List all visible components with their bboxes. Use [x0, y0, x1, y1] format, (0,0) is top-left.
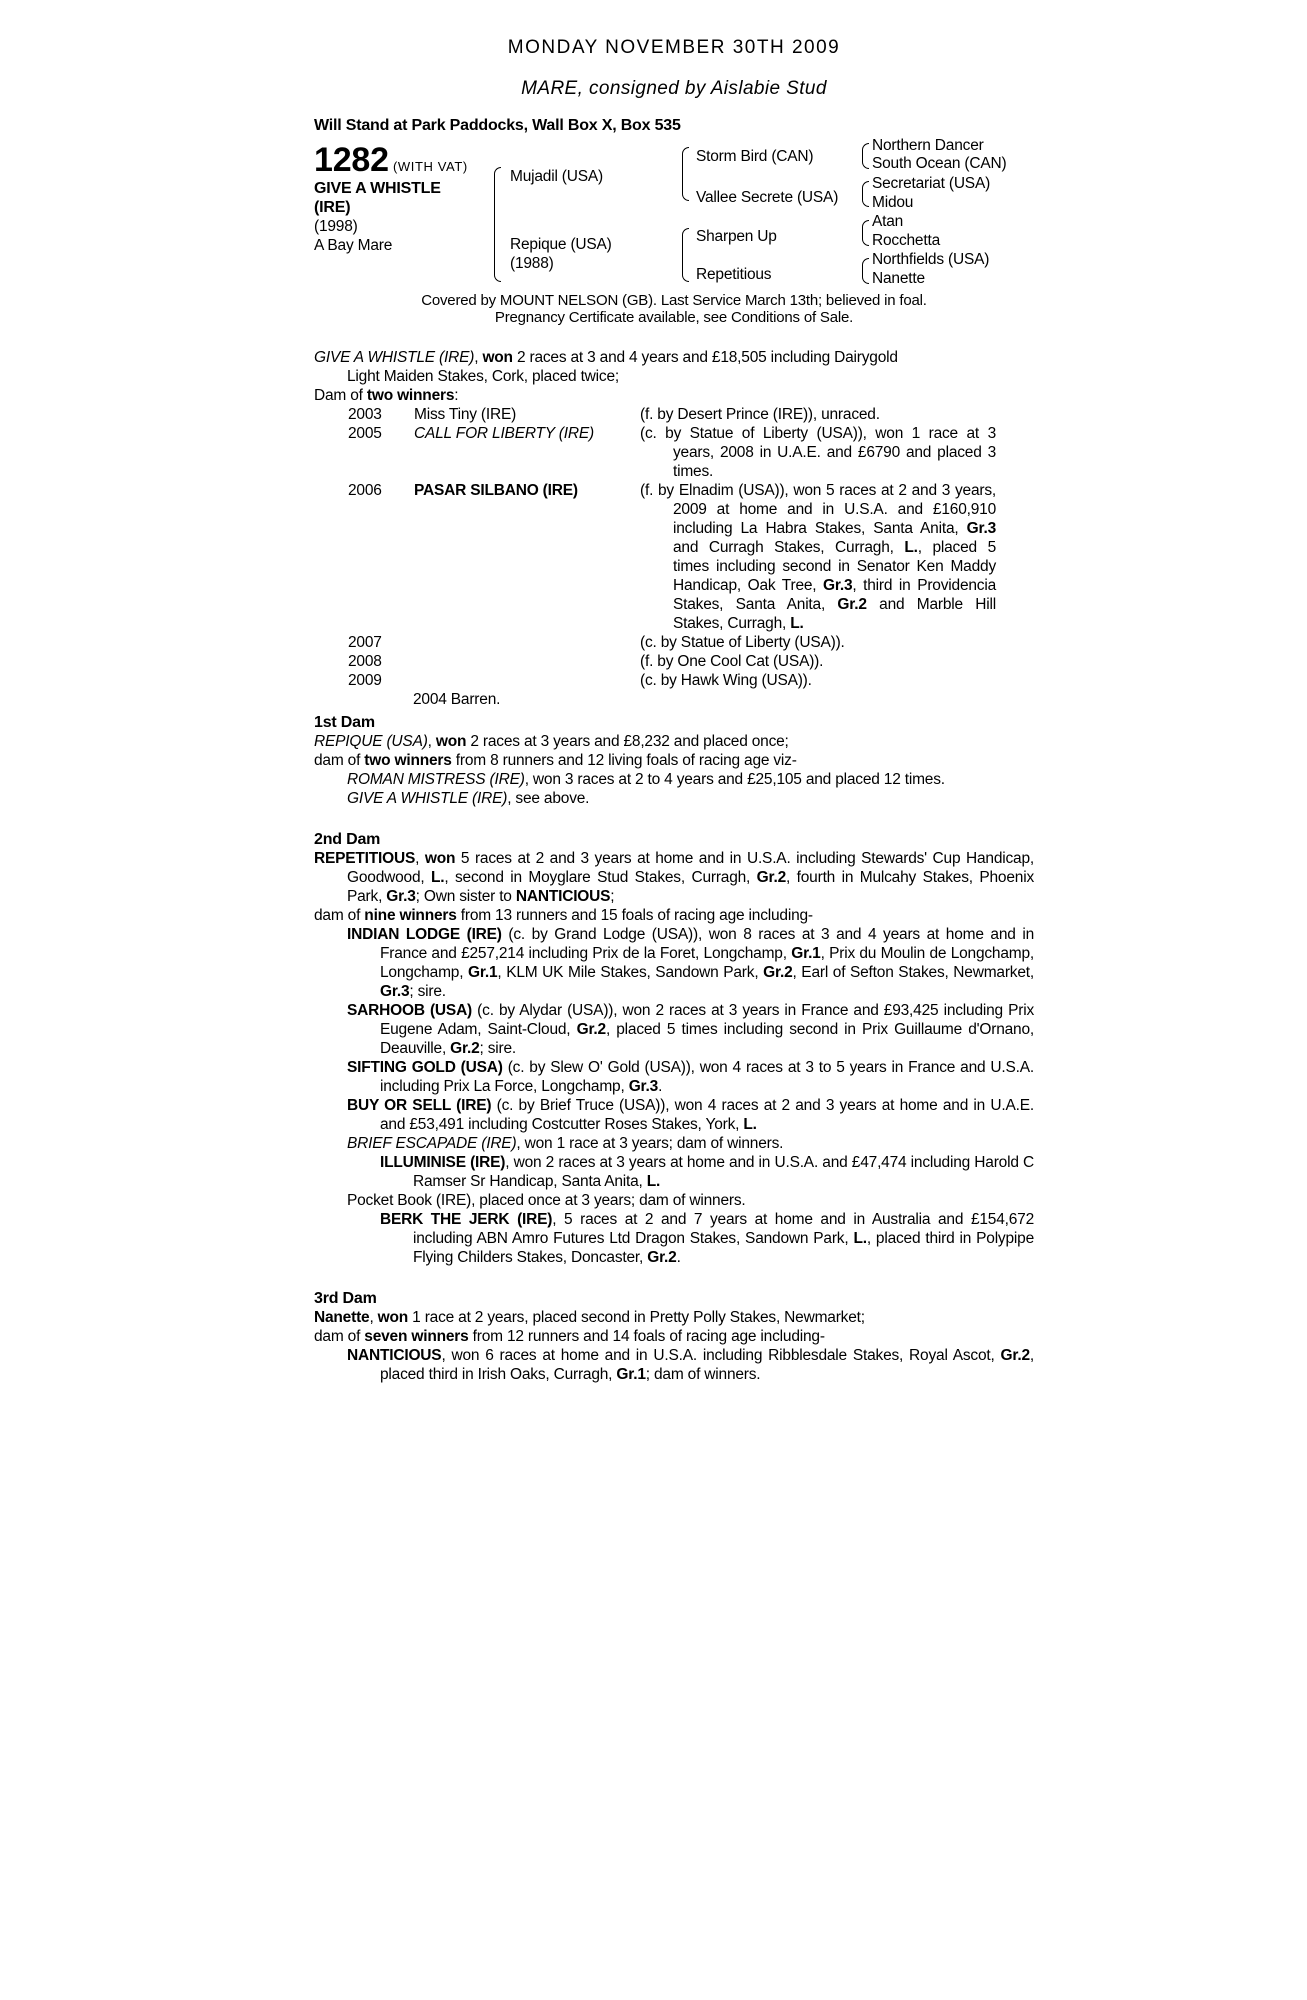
group-label: Gr.2 — [647, 1249, 677, 1266]
ggp-5: Atan — [872, 213, 904, 230]
group-label: Gr.1 — [791, 945, 821, 962]
berk-the-jerk-entry — [314, 1210, 1034, 1267]
horse-name: BUY OR SELL (IRE) — [347, 1097, 492, 1114]
mare-summary-line2: Light Maiden Stakes, Cork, placed twice; — [347, 368, 619, 385]
group-label: Gr.3 — [380, 983, 410, 1000]
produce-year: 2003 — [348, 406, 382, 423]
produce-year: 2006 — [348, 482, 382, 499]
nanticious-entry — [314, 1346, 1034, 1384]
barren-line: 2004 Barren. — [413, 691, 501, 708]
produce-name: PASAR SILBANO (IRE) — [414, 482, 578, 499]
horse-name: SARHOOB (USA) — [347, 1002, 473, 1019]
horse-name: ILLUMINISE (IRE) — [380, 1154, 506, 1171]
produce-name: Miss Tiny (IRE) — [414, 406, 517, 423]
sarhoob-entry — [314, 1001, 1034, 1058]
ggp-3: Secretariat (USA) — [872, 175, 991, 192]
winners-count: seven winners — [364, 1328, 469, 1345]
horse-name-line1: GIVE A WHISTLE — [314, 180, 441, 197]
horse-name: BRIEF ESCAPADE (IRE) — [347, 1135, 517, 1152]
second-dam-record: REPETITIOUS, won 5 races at 2 and 3 years at home and in U.S.A. including Stewards' Cup Handicap, Goodwood, L., second in Moyglare Stud Stakes, Curragh, Gr.2, fourth in Mulcahy Stakes, Phoenix Park, Gr.3; Own sister to NANTICIOUS; — [314, 850, 1034, 905]
dam-of-prefix: dam of — [314, 907, 365, 924]
produce-year: 2005 — [348, 425, 382, 442]
first-dam-line2 — [314, 751, 1034, 770]
produce-intro — [314, 348, 1034, 405]
produce-row — [348, 424, 996, 481]
listed-label: L. — [743, 1116, 757, 1133]
indian-lodge-entry — [314, 925, 1034, 1001]
text: , Prix du Moulin de Longchamp, Longchamp, — [380, 945, 1035, 981]
pedigree-block — [314, 137, 1034, 292]
ggp-4: Midou — [872, 194, 914, 211]
text: (c. by Alydar (USA)), won 2 races at 3 years in France and £93,425 including Prix Eugene Adam, Saint-Cloud, — [380, 1002, 1035, 1038]
produce-year: 2007 — [348, 634, 382, 651]
won-label: won — [435, 733, 467, 750]
second-dam-name: REPETITIOUS — [314, 850, 416, 867]
catalogue-page — [314, 38, 1034, 1384]
text: 1 race at 2 years, placed second in Pretty Polly Stakes, Newmarket; — [408, 1309, 865, 1326]
produce-row — [348, 481, 996, 633]
text: , won 2 races at 3 years at home and in U.S.A. and £47,474 including Harold C Ramser Sr Handicap, Santa Anita, — [413, 1154, 1034, 1190]
runners-summary: from 13 runners and 15 foals of racing age including- — [456, 907, 813, 924]
ggp-7: Northfields (USA) — [872, 251, 990, 268]
text: . — [658, 1078, 663, 1095]
group-label: Gr.3 — [386, 888, 416, 905]
horse-name: BERK THE JERK (IRE) — [380, 1211, 553, 1228]
second-dam-heading: 2nd Dam — [314, 831, 381, 848]
dam-parents-brace — [682, 228, 689, 282]
text: . — [676, 1249, 681, 1266]
dam-of-prefix: Dam of — [314, 387, 367, 404]
produce-name: CALL FOR LIBERTY (IRE) — [414, 425, 594, 442]
produce-name — [414, 671, 640, 690]
sire-sire: Storm Bird (CAN) — [696, 148, 814, 165]
dam-of-prefix: dam of — [314, 1328, 365, 1345]
produce-description: (f. by One Cool Cat (USA)). — [640, 653, 824, 670]
group-label: Gr.1 — [468, 964, 498, 981]
winners-count: two winners — [366, 387, 455, 404]
horse-name-line2: (IRE) — [314, 199, 351, 216]
horse-record: , won 3 races at 2 to 4 years and £25,105 and placed 12 times. — [524, 771, 945, 788]
horse-description: A Bay Mare — [314, 237, 393, 254]
listed-label: L. — [853, 1230, 867, 1247]
pregnancy-line: Pregnancy Certificate available, see Conditions of Sale. — [494, 309, 854, 326]
sale-date: MONDAY NOVEMBER 30TH 2009 — [507, 37, 841, 58]
third-dam-produce-summary — [314, 1327, 1034, 1346]
runners-summary: from 12 runners and 14 foals of racing age including- — [468, 1328, 825, 1345]
sire-dam-brace — [494, 167, 501, 282]
ggp-brace-1 — [862, 143, 869, 169]
dam-sire: Sharpen Up — [696, 228, 777, 245]
won-label: won — [377, 1309, 409, 1326]
dam-year: (1988) — [510, 255, 554, 272]
horse-name: GIVE A WHISTLE (IRE) — [347, 790, 508, 807]
produce-name — [414, 652, 640, 671]
produce-description: (f. by Desert Prince (IRE)), unraced. — [640, 406, 880, 423]
third-dam-name: Nanette — [314, 1309, 370, 1326]
first-dam-line1: REPIQUE (USA), won 2 races at 3 years and £8,232 and placed once; — [314, 733, 789, 750]
text: , placed third in Polypipe Flying Childers Stakes, Doncaster, — [413, 1230, 1034, 1266]
text: , placed third in Irish Oaks, Curragh, — [380, 1347, 1034, 1383]
second-dam-produce-summary — [314, 906, 1034, 925]
sire-name: Mujadil (USA) — [510, 168, 604, 185]
produce-row — [348, 405, 996, 424]
dam-dam: Repetitious — [696, 266, 772, 283]
winners-count: two winners — [364, 752, 452, 769]
produce-description: (c. by Statue of Liberty (USA)). — [640, 634, 845, 651]
vat-note: (WITH VAT) — [392, 159, 468, 174]
ggp-1: Northern Dancer — [872, 137, 984, 154]
horse-name: SIFTING GOLD (USA) — [347, 1059, 503, 1076]
produce-row — [348, 652, 996, 671]
ggp-brace-4 — [862, 258, 869, 284]
runners-summary: from 8 runners and 12 living foals of racing age viz- — [451, 752, 797, 769]
horse-name: NANTICIOUS — [347, 1347, 442, 1364]
sire-parents-brace — [682, 147, 689, 201]
mare-summary: GIVE A WHISTLE (IRE), won 2 races at 3 and 4 years and £18,505 including Dairygold — [314, 349, 898, 366]
mare-summary-text1: 2 races at 3 and 4 years and £18,505 including Dairygold — [512, 349, 898, 366]
first-dam-item-2 — [314, 789, 1034, 808]
produce-table — [348, 405, 996, 690]
produce-year: 2009 — [348, 672, 382, 689]
sire-dam: Vallee Secrete (USA) — [696, 189, 839, 206]
text: 5 races at 2 and 3 years at home and in U.S.A. including Stewards' Cup Handicap, Goodwood, — [347, 850, 1034, 886]
ggp-brace-2 — [862, 181, 869, 207]
text: , KLM UK Mile Stakes, Sandown Park, — [497, 964, 764, 981]
brief-escapade-entry — [314, 1134, 1034, 1153]
dam-name: Repique (USA) — [510, 236, 612, 253]
ggp-2: South Ocean (CAN) — [872, 155, 1007, 172]
group-label: Gr.2 — [576, 1021, 606, 1038]
text: ; — [610, 888, 615, 905]
produce-year: 2008 — [348, 653, 382, 670]
ggp-brace-3 — [862, 220, 869, 246]
group-label: Gr.3 — [628, 1078, 659, 1095]
text: ; Own sister to — [415, 888, 516, 905]
sister-name: NANTICIOUS — [515, 888, 611, 905]
listed-label: L. — [430, 869, 445, 886]
winners-count: nine winners — [364, 907, 457, 924]
consignment-line: MARE, consigned by Aislabie Stud — [521, 78, 827, 99]
produce-row — [348, 671, 996, 690]
group-label: Gr.2 — [1000, 1347, 1030, 1364]
text: , second in Moyglare Stud Stakes, Curragh, — [444, 869, 757, 886]
horse-record: , see above. — [507, 790, 590, 807]
group-label: Gr.2 — [763, 964, 793, 981]
sifting-gold-entry — [314, 1058, 1034, 1096]
text: , won 1 race at 3 years; dam of winners. — [516, 1135, 784, 1152]
produce-description: (c. by Statue of Liberty (USA)), won 1 race at 3 years, 2008 in U.A.E. and £6790 and placed 3 times. — [640, 425, 996, 480]
text: ; dam of winners. — [645, 1366, 761, 1383]
first-dam-name: REPIQUE (USA) — [314, 733, 428, 750]
text: , placed 5 times including second in Prix Guillaume d'Ornano, Deauville, — [380, 1021, 1034, 1057]
text: (c. by Brief Truce (USA)), won 4 races at 2 and 3 years at home and in U.A.E. and £53,491 including Costcutter Roses Stakes, York, — [380, 1097, 1034, 1133]
first-dam-heading: 1st Dam — [314, 714, 375, 731]
text: ; sire. — [479, 1040, 517, 1057]
third-dam-record: Nanette, won 1 race at 2 years, placed second in Pretty Polly Stakes, Newmarket; — [314, 1309, 865, 1326]
buy-or-sell-entry — [314, 1096, 1034, 1134]
lot-heading — [314, 143, 468, 177]
group-label: Gr.2 — [450, 1040, 480, 1057]
group-label: Gr.2 — [756, 869, 787, 886]
ggp-6: Rocchetta — [872, 232, 940, 249]
produce-row — [348, 633, 996, 652]
text: (c. by Grand Lodge (USA)), won 8 races at 3 and 4 years at home and in France and £257,214 including Prix de la Foret, Longchamp, — [380, 926, 1034, 962]
produce-description: (f. by Elnadim (USA)), won 5 races at 2 and 3 years, 2009 at home and in U.S.A. and £160,910 including La Habra Stakes, Santa Anita, Gr.3 and Curragh Stakes, Curragh, L., placed 5 times including second in Senator Ken Maddy Handicap, Oak Tree, Gr.3, third in Providencia Stakes, Santa Anita, Gr.2 and Marble Hill Stakes, Curragh, L. — [640, 482, 996, 632]
text: , fourth in Mulcahy Stakes, Phoenix Park, — [347, 869, 1034, 905]
group-label: Gr.1 — [616, 1366, 646, 1383]
colon: : — [454, 387, 459, 404]
text: ; sire. — [409, 983, 446, 1000]
lot-number: 1282 — [314, 141, 389, 179]
first-dam-item-1 — [314, 770, 1034, 789]
produce-name — [414, 633, 640, 652]
listed-label: L. — [646, 1173, 661, 1190]
stand-location: Will Stand at Park Paddocks, Wall Box X, Box 535 — [314, 117, 681, 134]
text: (c. by Slew O' Gold (USA)), won 4 races at 3 to 5 years in France and U.S.A. including Prix La Force, Longchamp, — [380, 1059, 1034, 1095]
text: , won 6 races at home and in U.S.A. including Ribblesdale Stakes, Royal Ascot, — [441, 1347, 1001, 1364]
first-dam-record: 2 races at 3 years and £8,232 and placed once; — [466, 733, 789, 750]
won-label: won — [482, 349, 513, 366]
dam-of-prefix: dam of — [314, 752, 365, 769]
text: , Earl of Sefton Stakes, Newmarket, — [792, 964, 1034, 981]
horse-name: ROMAN MISTRESS (IRE) — [347, 771, 525, 788]
horse-name: INDIAN LODGE (IRE) — [347, 926, 502, 943]
ggp-8: Nanette — [872, 270, 925, 287]
pocket-book-entry: Pocket Book (IRE), placed once at 3 years; dam of winners. — [347, 1192, 746, 1209]
third-dam-heading: 3rd Dam — [314, 1290, 377, 1307]
illuminise-entry — [314, 1153, 1034, 1191]
dam-of-line — [314, 386, 1034, 405]
foaling-year: (1998) — [314, 218, 358, 235]
text: , 5 races at 2 and 7 years at home and in Australia and £154,672 including ABN Amro Futures Ltd Dragon Stakes, Sandown Park, — [413, 1211, 1034, 1247]
won-label: won — [424, 850, 456, 867]
covered-line: Covered by MOUNT NELSON (GB). Last Service March 13th; believed in foal. — [421, 292, 927, 309]
mare-name: GIVE A WHISTLE (IRE) — [314, 349, 475, 366]
produce-description: (c. by Hawk Wing (USA)). — [640, 672, 812, 689]
